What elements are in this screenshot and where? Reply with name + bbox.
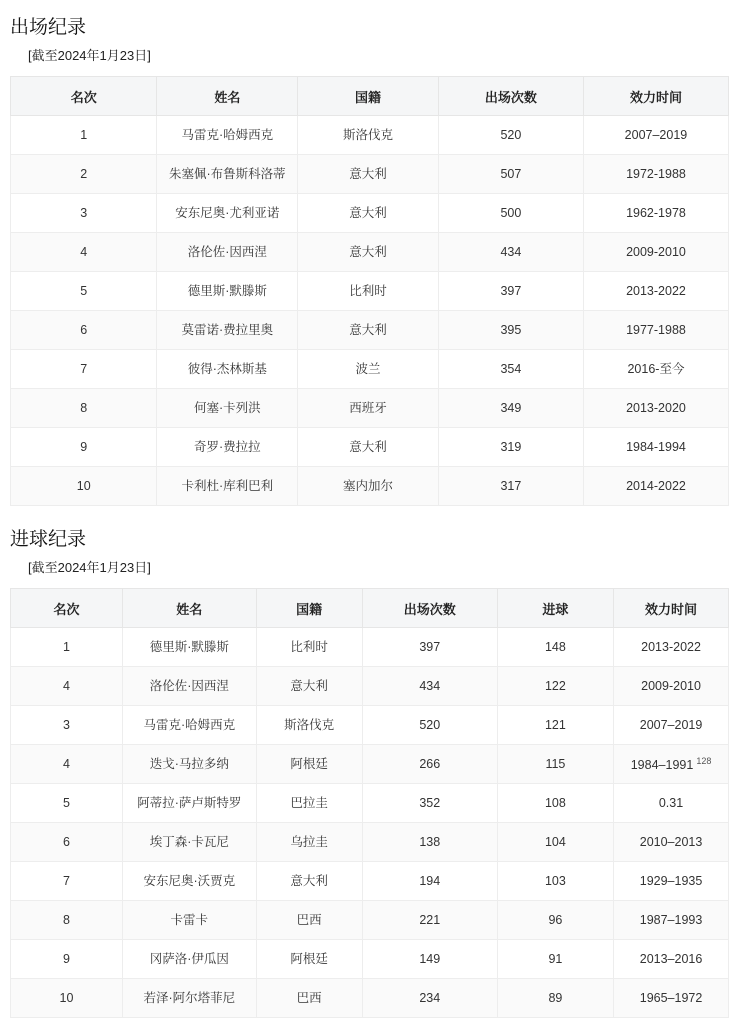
cell-period: 2009-2010 [614, 667, 729, 706]
column-header-name: 姓名 [157, 77, 298, 116]
cell-appearances: 434 [438, 233, 583, 272]
cell-appearances: 138 [362, 823, 497, 862]
cell-nationality: 比利时 [298, 272, 439, 311]
column-header-period: 效力时间 [583, 77, 728, 116]
cell-goals: 104 [497, 823, 613, 862]
table-row [11, 862, 729, 901]
footnote-marker: 128 [696, 756, 712, 767]
cell-period: 1965–1972 [614, 979, 729, 1018]
column-header-name: 姓名 [123, 589, 257, 628]
cell-period: 1987–1993 [614, 901, 729, 940]
cell-appearances: 520 [438, 116, 583, 155]
table-row [11, 155, 729, 194]
cell-goals: 103 [497, 862, 613, 901]
cell-goals: 121 [497, 706, 613, 745]
cell-appearances: 317 [438, 467, 583, 506]
cell-nationality: 西班牙 [298, 389, 439, 428]
cell-appearances: 434 [362, 667, 497, 706]
cell-nationality: 比利时 [256, 628, 362, 667]
cell-name: 莫雷诺·费拉里奥 [157, 311, 298, 350]
cell-rank: 9 [11, 940, 123, 979]
cell-name: 德里斯·默滕斯 [157, 272, 298, 311]
cell-nationality: 意大利 [298, 311, 439, 350]
cell-appearances: 354 [438, 350, 583, 389]
cell-period: 2010–2013 [614, 823, 729, 862]
cell-rank: 10 [11, 979, 123, 1018]
goals-table [10, 588, 729, 1018]
cell-rank: 7 [11, 350, 157, 389]
cell-nationality: 塞内加尔 [298, 467, 439, 506]
table-header-row [11, 589, 729, 628]
cell-appearances: 194 [362, 862, 497, 901]
table-row [11, 784, 729, 823]
cell-name: 安东尼奥·尤利亚诺 [157, 194, 298, 233]
cell-rank: 8 [11, 901, 123, 940]
cell-period: 2009-2010 [583, 233, 728, 272]
table-row [11, 428, 729, 467]
cell-rank: 1 [11, 628, 123, 667]
cell-nationality: 意大利 [298, 233, 439, 272]
section-spacer [10, 506, 729, 520]
cell-name: 彼得·杰林斯基 [157, 350, 298, 389]
cell-rank: 8 [11, 389, 157, 428]
cell-period: 2014-2022 [583, 467, 728, 506]
table-row [11, 194, 729, 233]
cell-period: 2013-2022 [614, 628, 729, 667]
cell-nationality: 意大利 [256, 862, 362, 901]
goals-note: [截至2024年1月23日] [28, 560, 151, 575]
table-row [11, 311, 729, 350]
cell-rank: 10 [11, 467, 157, 506]
cell-appearances: 221 [362, 901, 497, 940]
cell-name: 迭戈·马拉多纳 [123, 745, 257, 784]
cell-rank: 6 [11, 311, 157, 350]
cell-period: 1984-1994 [583, 428, 728, 467]
column-header-goals: 进球 [497, 589, 613, 628]
table-row [11, 901, 729, 940]
cell-period: 0.31 [614, 784, 729, 823]
cell-rank: 4 [11, 745, 123, 784]
cell-rank: 2 [11, 155, 157, 194]
page-title-appearances: 出场纪录 [10, 17, 87, 38]
cell-appearances: 149 [362, 940, 497, 979]
cell-nationality: 乌拉圭 [256, 823, 362, 862]
cell-rank: 3 [11, 194, 157, 233]
cell-period: 1929–1935 [614, 862, 729, 901]
table-row [11, 350, 729, 389]
cell-period: 1962-1978 [583, 194, 728, 233]
cell-goals: 108 [497, 784, 613, 823]
table-row [11, 745, 729, 784]
cell-appearances: 500 [438, 194, 583, 233]
cell-nationality: 巴西 [256, 979, 362, 1018]
cell-rank: 1 [11, 116, 157, 155]
column-header-appearances: 出场次数 [362, 589, 497, 628]
cell-appearances: 397 [362, 628, 497, 667]
cell-appearances: 319 [438, 428, 583, 467]
cell-name: 马雷克·哈姆西克 [157, 116, 298, 155]
cell-name: 卡雷卡 [123, 901, 257, 940]
appearances-table [10, 76, 729, 506]
cell-rank: 3 [11, 706, 123, 745]
cell-period-value: 1984–1991 [630, 758, 694, 773]
cell-nationality: 巴西 [256, 901, 362, 940]
cell-name: 若泽·阿尔塔菲尼 [123, 979, 257, 1018]
cell-period: 2013-2022 [583, 272, 728, 311]
cell-nationality: 斯洛伐克 [298, 116, 439, 155]
cell-rank: 7 [11, 862, 123, 901]
cell-period: 2013-2020 [583, 389, 728, 428]
table-row [11, 706, 729, 745]
cell-nationality: 意大利 [298, 155, 439, 194]
cell-goals: 115 [497, 745, 613, 784]
cell-appearances: 397 [438, 272, 583, 311]
cell-name: 埃丁森·卡瓦尼 [123, 823, 257, 862]
cell-goals: 148 [497, 628, 613, 667]
table-row [11, 467, 729, 506]
cell-appearances: 520 [362, 706, 497, 745]
cell-rank: 9 [11, 428, 157, 467]
cell-rank: 4 [11, 233, 157, 272]
cell-name: 朱塞佩·布鲁斯科洛蒂 [157, 155, 298, 194]
table-row [11, 233, 729, 272]
table-header-row [11, 77, 729, 116]
cell-appearances: 352 [362, 784, 497, 823]
cell-goals: 89 [497, 979, 613, 1018]
cell-nationality: 阿根廷 [256, 745, 362, 784]
cell-name: 奇罗·费拉拉 [157, 428, 298, 467]
cell-appearances: 266 [362, 745, 497, 784]
cell-appearances: 349 [438, 389, 583, 428]
cell-period: 1977-1988 [583, 311, 728, 350]
cell-nationality: 巴拉圭 [256, 784, 362, 823]
cell-appearances: 507 [438, 155, 583, 194]
table-row [11, 389, 729, 428]
cell-rank: 5 [11, 272, 157, 311]
table-row [11, 116, 729, 155]
table-row [11, 940, 729, 979]
cell-period: 1972-1988 [583, 155, 728, 194]
cell-period: 2016-至今 [583, 350, 728, 389]
table-row [11, 823, 729, 862]
cell-rank: 5 [11, 784, 123, 823]
cell-name: 冈萨洛·伊瓜因 [123, 940, 257, 979]
column-header-nationality: 国籍 [256, 589, 362, 628]
cell-nationality: 意大利 [298, 428, 439, 467]
cell-appearances: 395 [438, 311, 583, 350]
cell-nationality: 阿根廷 [256, 940, 362, 979]
cell-name: 洛伦佐·因西涅 [123, 667, 257, 706]
cell-period-text [616, 753, 726, 774]
cell-nationality: 斯洛伐克 [256, 706, 362, 745]
cell-name: 卡利杜·库利巴利 [157, 467, 298, 506]
cell-goals: 122 [497, 667, 613, 706]
column-header-period: 效力时间 [614, 589, 729, 628]
column-header-nationality: 国籍 [298, 77, 439, 116]
cell-nationality: 波兰 [298, 350, 439, 389]
table-row [11, 979, 729, 1018]
cell-period: 2013–2016 [614, 940, 729, 979]
cell-nationality: 意大利 [298, 194, 439, 233]
cell-period: 2007–2019 [614, 706, 729, 745]
cell-goals: 96 [497, 901, 613, 940]
cell-period [614, 745, 729, 784]
cell-name: 何塞·卡列洪 [157, 389, 298, 428]
cell-rank: 6 [11, 823, 123, 862]
cell-period: 2007–2019 [583, 116, 728, 155]
column-header-appearances: 出场次数 [438, 77, 583, 116]
column-header-rank: 名次 [11, 589, 123, 628]
cell-rank: 4 [11, 667, 123, 706]
cell-goals: 91 [497, 940, 613, 979]
cell-nationality: 意大利 [256, 667, 362, 706]
table-row [11, 272, 729, 311]
column-header-rank: 名次 [11, 77, 157, 116]
page-title-goals: 进球纪录 [10, 529, 87, 550]
cell-name: 安东尼奥·沃贾克 [123, 862, 257, 901]
table-row [11, 628, 729, 667]
cell-name: 德里斯·默滕斯 [123, 628, 257, 667]
table-row [11, 667, 729, 706]
cell-appearances: 234 [362, 979, 497, 1018]
appearances-note: [截至2024年1月23日] [28, 48, 151, 63]
cell-name: 洛伦佐·因西涅 [157, 233, 298, 272]
cell-name: 马雷克·哈姆西克 [123, 706, 257, 745]
cell-name: 阿蒂拉·萨卢斯特罗 [123, 784, 257, 823]
